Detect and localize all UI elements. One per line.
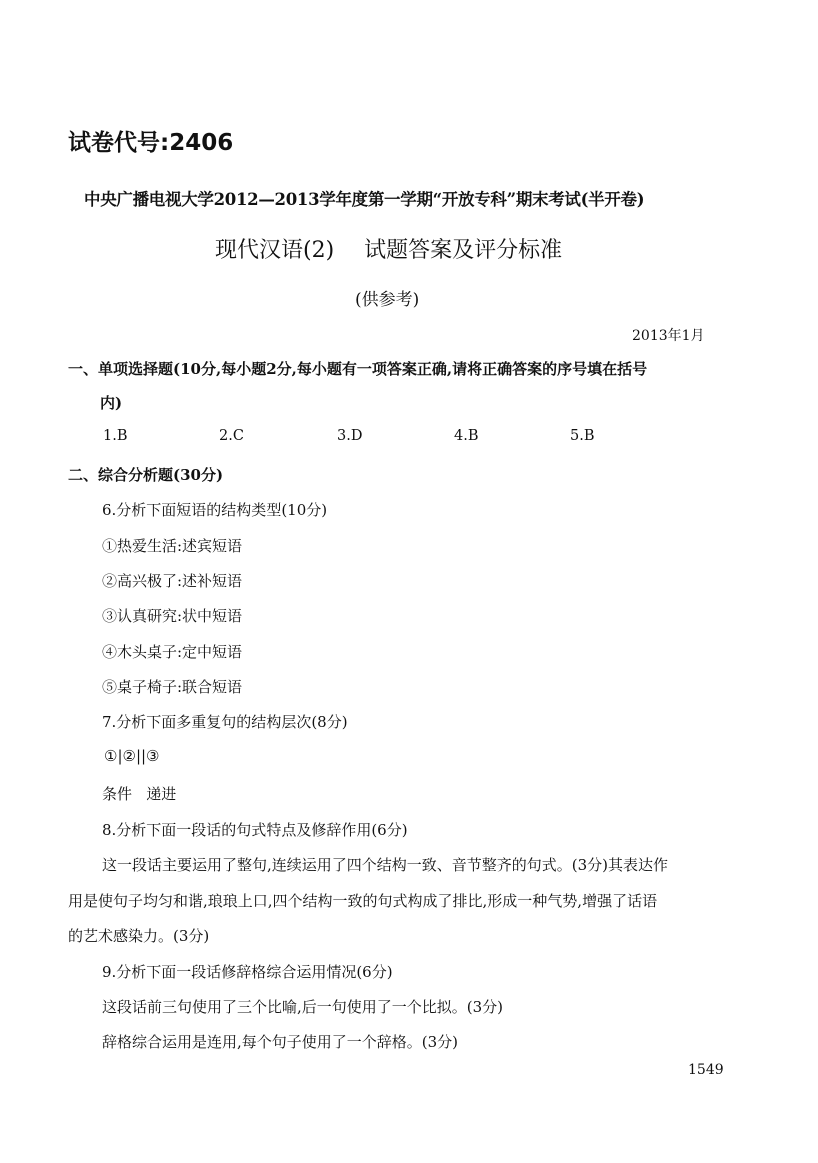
paper-code: 试卷代号:2406	[68, 130, 234, 156]
subject-subtitle: 试题答案及评分标准	[364, 238, 563, 263]
q8-title: 8.分析下面一段话的句式特点及修辞作用(6分)	[102, 821, 408, 839]
answer-5: 5.B	[570, 428, 595, 444]
answer-1: 1.B	[103, 428, 128, 444]
q9-line-1: 这段话前三句使用了三个比喻,后一句使用了一个比拟。(3分)	[102, 998, 504, 1016]
page-number: 1549	[688, 1062, 724, 1078]
exam-date: 2013年1月	[632, 328, 705, 344]
section1-title-line1: 一、单项选择题(10分,每小题2分,每小题有一项答案正确,请将正确答案的序号填在括号	[68, 360, 648, 378]
q8-line-3: 的艺术感染力。(3分)	[68, 927, 210, 945]
section2-title: 二、综合分析题(30分)	[68, 466, 224, 484]
reference-note: (供参考)	[355, 290, 420, 310]
exam-title: 中央广播电视大学2012—2013学年度第一学期“开放专科”期末考试(半开卷)	[84, 190, 645, 209]
subject-title	[215, 233, 562, 264]
answer-2: 2.C	[219, 428, 244, 444]
q6-item-3: ③认真研究:状中短语	[102, 607, 243, 625]
q8-line-2: 用是使句子均匀和谐,琅琅上口,四个结构一致的句式构成了排比,形成一种气势,增强了话语	[68, 892, 658, 910]
q6-item-4: ④木头桌子:定中短语	[102, 643, 243, 661]
answer-4: 4.B	[454, 428, 479, 444]
q6-item-2: ②高兴极了:述补短语	[102, 572, 243, 590]
q7-structure: ①|②||③	[104, 747, 160, 765]
q8-line-1: 这一段话主要运用了整句,连续运用了四个结构一致、音节整齐的句式。(3分)其表达作	[102, 856, 669, 874]
q6-item-1: ①热爱生活:述宾短语	[102, 537, 243, 555]
q7-relations: 条件 递进	[102, 785, 177, 803]
q6-item-5: ⑤桌子椅子:联合短语	[102, 678, 243, 696]
q7-title: 7.分析下面多重复句的结构层次(8分)	[102, 713, 348, 731]
section1-title-line2: 内)	[100, 394, 123, 412]
subject-name: 现代汉语(2)	[215, 238, 335, 263]
q9-line-2: 辞格综合运用是连用,每个句子使用了一个辞格。(3分)	[102, 1033, 459, 1051]
q9-title: 9.分析下面一段话修辞格综合运用情况(6分)	[102, 963, 393, 981]
answer-3: 3.D	[337, 428, 363, 444]
q6-title: 6.分析下面短语的结构类型(10分)	[102, 501, 328, 519]
